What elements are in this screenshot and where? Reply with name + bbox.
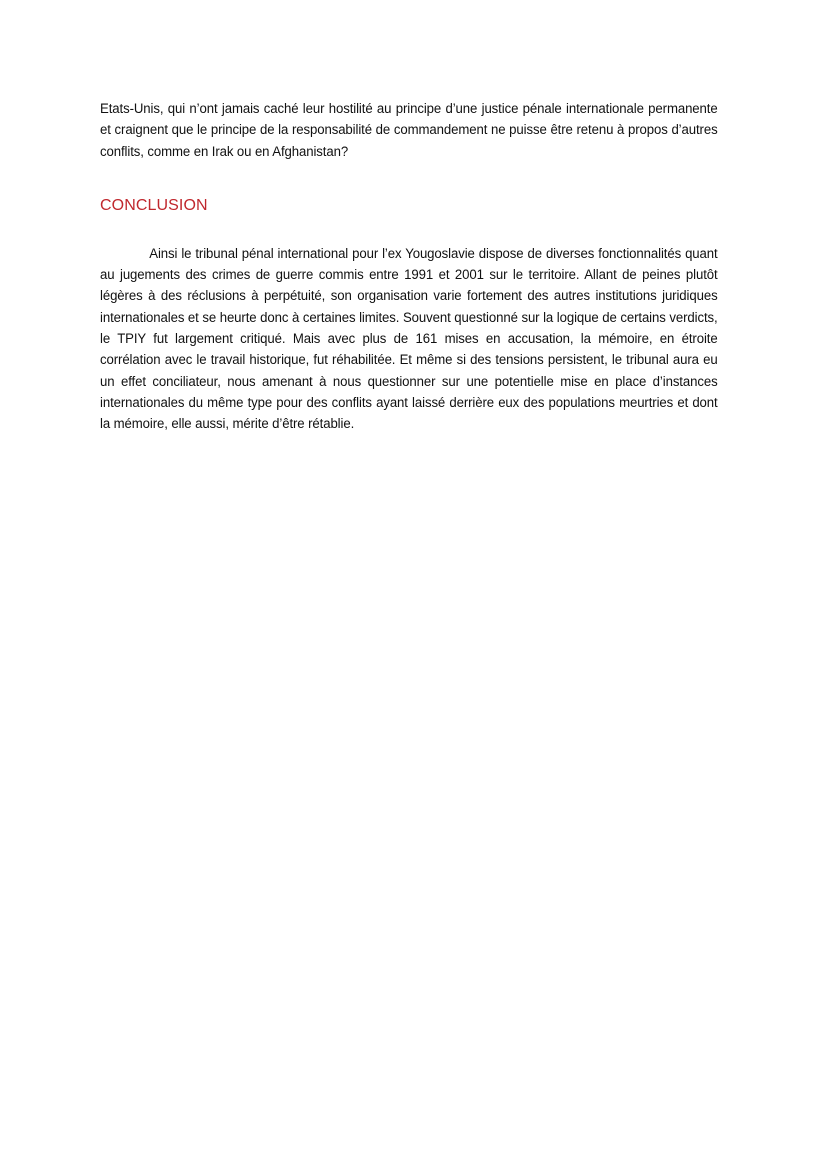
intro-paragraph: Etats-Unis, qui n’ont jamais caché leur hostilité au principe d’une justice pénale internationale permanente et craignent que le principe de la responsabilité de commandement ne puisse être retenu à propos d’autres conflits, comme en Irak ou en Afghanistan?	[100, 101, 718, 159]
conclusion-paragraph: Ainsi le tribunal pénal international pour l’ex Yougoslavie dispose de diverses fonctionnalités quant au jugements des crimes de guerre commis entre 1991 et 2001 sur le territoire. Allant de peines plutôt légères à des réclusions à perpétuité, son organisation varie fortement des autres institutions juridiques internationales et se heurte donc à certaines limites. Souvent questionné sur la logique de certains verdicts, le TPIY fut largement critiqué. Mais avec plus de 161 mises en accusation, la mémoire, en étroite corrélation avec le travail historique, fut réhabilitée. Et même si des tensions persistent, le tribunal aura eu un effet conciliateur, nous amenant à nous questionner sur une potentielle mise en place d’instances internationales du même type pour des conflits ayant laissé derrière eux des populations meurtries et dont la mémoire, elle aussi, mérite d’être rétablie.	[100, 245, 718, 432]
page-content	[100, 98, 727, 435]
conclusion-heading: CONCLUSION	[100, 196, 208, 214]
